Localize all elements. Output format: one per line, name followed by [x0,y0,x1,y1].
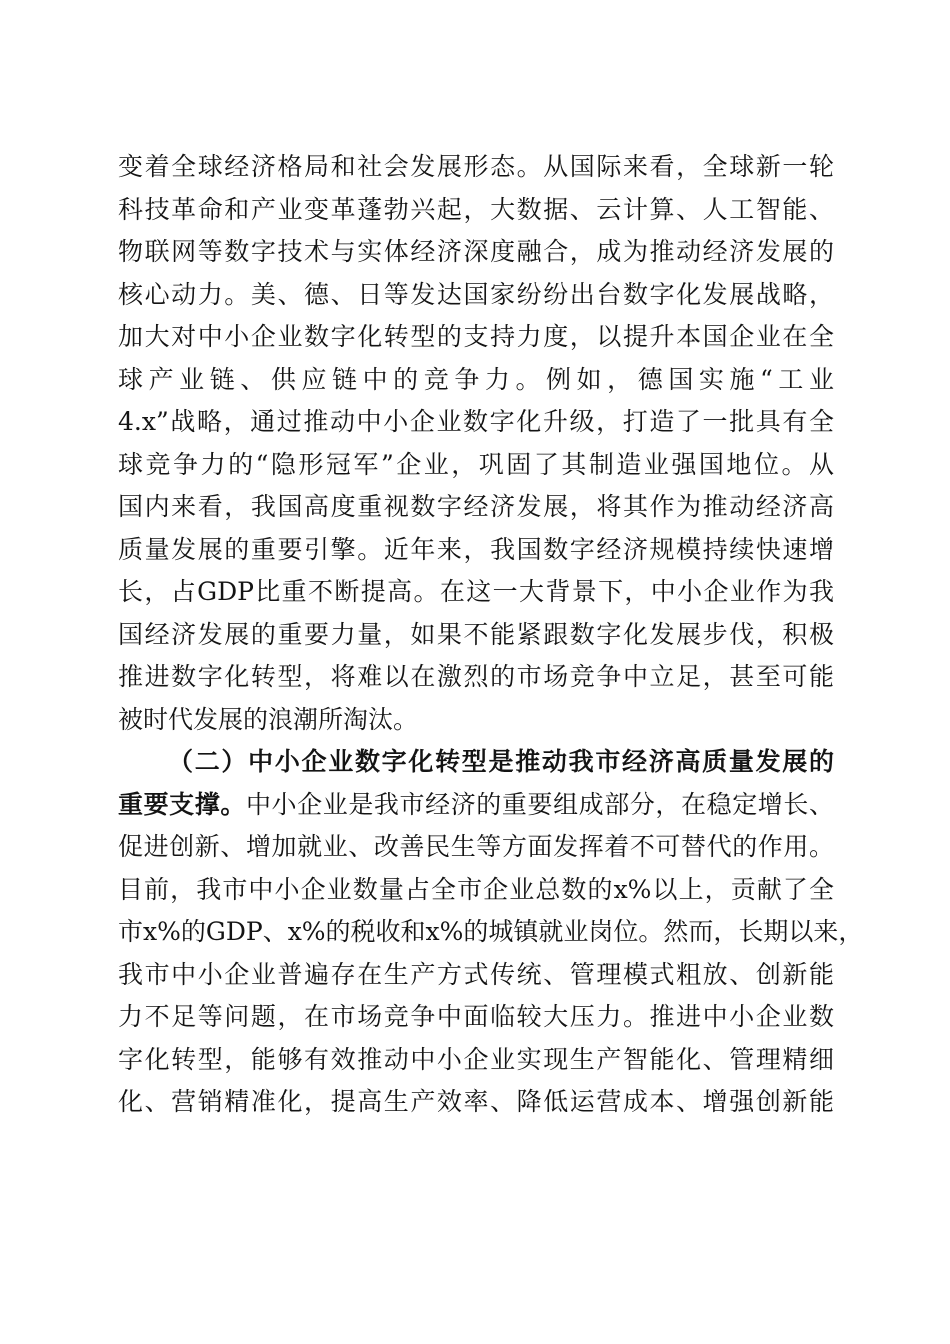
paragraph-line: 我市中小企业普遍存在生产方式传统、管理模式粗放、创新能 [118,959,834,989]
paragraph-line: 被时代发展的浪潮所淘汰。 [118,704,419,734]
paragraph-line: 国经济发展的重要力量，如果不能紧跟数字化发展步伐，积极 [118,619,834,649]
paragraph-line: 球竞争力的“隐形冠军”企业，巩固了其制造业强国地位。从 [118,449,834,479]
document-body [118,146,864,1124]
section-heading-line: （二）中小企业数字化转型是推动我市经济高质量发展的 [168,747,834,776]
paragraph-line: 目前，我市中小企业数量占全市企业总数的x%以上，贡献了全 [118,874,834,904]
paragraph-line: 加大对中小企业数字化转型的支持力度，以提升本国企业在全 [118,322,834,351]
paragraph-1 [118,146,834,741]
paragraph-text: 中小企业是我市经济的重要组成部分，在稳定增长、 [245,789,834,819]
paragraph-line: 市x%的GDP、x%的税收和x%的城镇就业岗位。然而，长期以来， [118,917,864,946]
paragraph-line: 4.x”战略，通过推动中小企业数字化升级，打造了一批具有全 [118,407,834,436]
paragraph-line: 国内来看，我国高度重视数字经济发展，将其作为推动经济高 [118,492,834,521]
paragraph-line: 促进创新、增加就业、改善民生等方面发挥着不可替代的作用。 [118,832,834,861]
paragraph-2 [118,741,864,1124]
paragraph-line [118,784,834,827]
paragraph-line: 化、营销精准化，提高生产效率、降低运营成本、增强创新能 [118,1087,834,1116]
paragraph-line: 力不足等问题，在市场竞争中面临较大压力。推进中小企业数 [118,1002,834,1031]
paragraph-line: 长，占GDP比重不断提高。在这一大背景下，中小企业作为我 [118,577,834,606]
paragraph-line: 质量发展的重要引擎。近年来，我国数字经济规模持续快速增 [118,534,834,564]
paragraph-line: 核心动力。美、德、日等发达国家纷纷出台数字化发展战略， [118,279,834,309]
paragraph-line: 球产业链、供应链中的竞争力。例如，德国实施“工业 [118,364,834,394]
paragraph-line: 推进数字化转型，将难以在激烈的市场竞争中立足，甚至可能 [118,662,834,691]
section-heading-tail: 重要支撑。 [118,789,246,819]
paragraph-line: 字化转型，能够有效推动中小企业实现生产智能化、管理精细 [118,1044,834,1074]
paragraph-line: 科技革命和产业变革蓬勃兴起，大数据、云计算、人工智能、 [118,194,834,224]
paragraph-line: 物联网等数字技术与实体经济深度融合，成为推动经济发展的 [118,237,834,266]
paragraph-line: 变着全球经济格局和社会发展形态。从国际来看，全球新一轮 [118,152,834,181]
